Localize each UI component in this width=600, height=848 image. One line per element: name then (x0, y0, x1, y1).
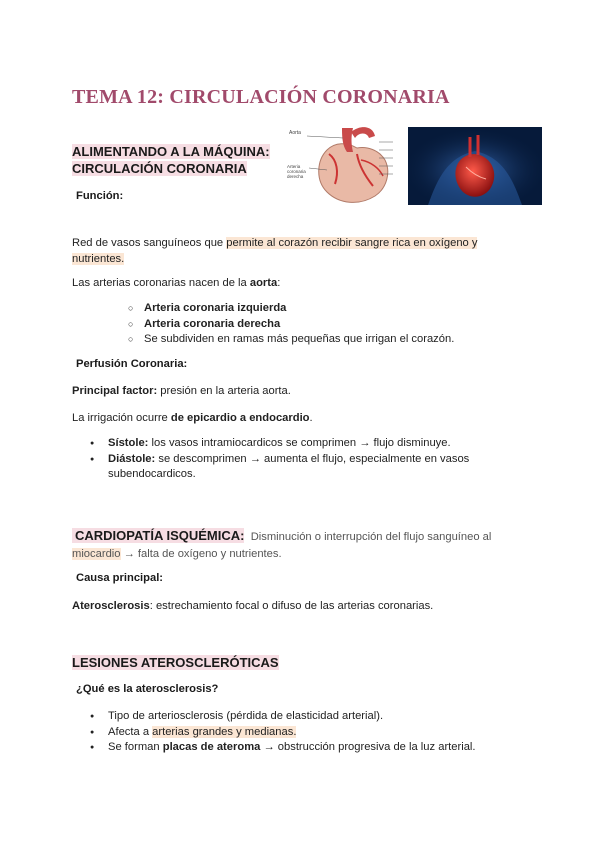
section-heading-coronaria (72, 143, 270, 177)
list-item: ● Tipo de arteriosclerosis (pérdida de elasticidad arterial). (108, 709, 538, 725)
ater-rest: : estrechamiento focal o difuso de las arterias coronarias. (149, 600, 434, 612)
para2-bold: aorta (249, 277, 278, 289)
diastole-rest-b: subendocardicos. (108, 468, 196, 480)
funcion-paragraph (72, 235, 542, 267)
section-heading-lesiones (72, 654, 279, 671)
heading-line-2: CIRCULACIÓN CORONARIA (72, 161, 247, 176)
para2-post: : (277, 277, 281, 289)
para2-text: Las arterias coronarias nacen de la (72, 277, 250, 289)
question-label: ¿Qué es la aterosclerosis? (76, 683, 219, 695)
factor-rest: presión en la arteria aorta. (157, 385, 291, 397)
item3-bold: placas de ateroma (162, 741, 261, 753)
item2-highlight: arterias grandes y medianas. (152, 725, 297, 738)
item3-post: → obstrucción progresiva de la luz arterial. (260, 741, 476, 753)
section-heading-cardiopatia: CARDIOPATÍA ISQUÉMICA: (72, 528, 244, 543)
aorta-paragraph (72, 275, 280, 291)
causa-label: Causa principal: (76, 572, 164, 584)
item2-pre: Afecta a (108, 725, 153, 738)
list-item: ○ Arteria coronaria izquierda (144, 301, 454, 317)
irrig-bold: de epicardio a endocardio (170, 412, 310, 424)
ater-bold: Aterosclerosis (72, 600, 150, 612)
lesiones-heading-text: LESIONES ATEROSCLERÓTICAS (72, 655, 279, 670)
factor-bold: Principal factor: (72, 385, 158, 397)
aterosclerosis-list (108, 709, 538, 756)
coronary-arteries-list (144, 301, 454, 348)
cardiopatia-block (72, 527, 542, 563)
diastole-bold: Diástole: (108, 452, 156, 465)
heading-line-1: ALIMENTANDO A LA MÁQUINA: (72, 144, 270, 159)
list-item (108, 436, 538, 452)
principal-factor-line (72, 383, 291, 399)
figure-label-aorta: Aorta (289, 130, 301, 136)
irrig-pre: La irrigación ocurre (72, 412, 171, 424)
list-item (108, 740, 538, 756)
list-item (108, 725, 538, 741)
sistole-rest: los vasos intramiocardicos se comprimen → flujo disminuye. (148, 437, 451, 449)
para1-text: Red de vasos sanguíneos que (72, 237, 227, 249)
cardiopatia-desc-highlight: miocardio (72, 548, 121, 560)
list-item (108, 452, 538, 483)
funcion-label: Función: (76, 190, 124, 202)
para1-highlight-b: nutrientes. (72, 253, 125, 265)
item3-pre: Se forman (108, 741, 163, 753)
sistole-bold: Sístole: (108, 437, 149, 449)
irrig-post: . (309, 412, 313, 424)
cardiopatia-desc-b: → falta de oxígeno y nutrientes. (120, 548, 282, 560)
cardiopatia-desc-a: Disminución o interrupción del flujo sanguíneo al (250, 531, 492, 543)
heart-anatomy-figure (287, 120, 405, 208)
list-item: ○ Se subdividen en ramas más pequeñas que irrigan el corazón. (144, 332, 454, 348)
aterosclerosis-line (72, 598, 433, 614)
systole-diastole-list (108, 436, 538, 483)
irrigation-line (72, 410, 313, 426)
page-title: TEMA 12: CIRCULACIÓN CORONARIA (72, 86, 450, 108)
heart-3d-image (408, 127, 542, 205)
para1-highlight-a: permite al corazón recibir sangre rica en oxígeno y (226, 237, 478, 249)
figure-label-coronaria-derecha: Arteria coronaria derecha (287, 164, 306, 179)
list-item: ○ Arteria coronaria derecha (144, 317, 454, 333)
perfusion-label: Perfusión Coronaria: (76, 358, 188, 370)
diastole-rest-a: se descomprimen → aumenta el flujo, especialmente en vasos (155, 452, 470, 465)
